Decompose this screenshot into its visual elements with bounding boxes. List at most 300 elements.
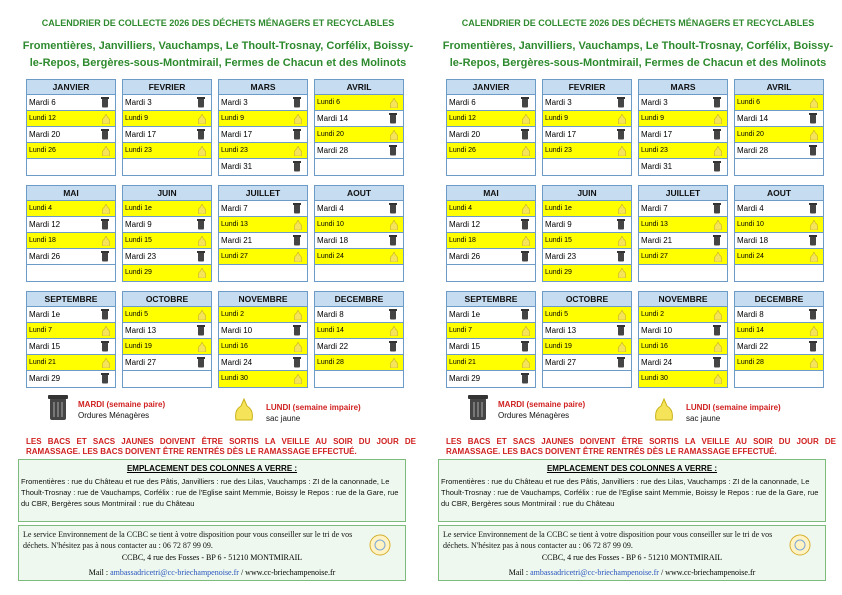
collection-date: Lundi 29 [125, 269, 152, 276]
month-avril [314, 79, 404, 176]
collection-day [639, 217, 727, 233]
yellow-bag-icon [617, 114, 627, 124]
yellow-bag-icon [389, 252, 399, 262]
collection-date: Lundi 27 [641, 253, 668, 260]
yellow-bag-icon [293, 252, 303, 262]
month-name: SEPTEMBRE [27, 292, 115, 307]
month-janvier [26, 79, 116, 176]
month-name: SEPTEMBRE [447, 292, 535, 307]
trash-bin-icon [293, 129, 301, 140]
collection-day [27, 201, 115, 217]
collection-day [543, 111, 631, 127]
yellow-bag-icon [521, 114, 531, 124]
month-octobre [122, 291, 212, 388]
collection-day [315, 307, 403, 323]
trash-bin-icon [197, 219, 205, 230]
yellow-bag-icon [713, 114, 723, 124]
collection-date: Mardi 9 [545, 220, 572, 229]
yellow-bag-icon [101, 204, 111, 214]
collection-day [735, 233, 823, 249]
collection-date: Mardi 9 [125, 220, 152, 229]
collection-date: Mardi 3 [545, 98, 572, 107]
collection-date: Lundi 14 [317, 327, 344, 334]
collection-date: Mardi 29 [29, 374, 61, 383]
trash-bin-icon [521, 219, 529, 230]
collection-date: Mardi 23 [545, 252, 577, 261]
collection-date: Mardi 18 [737, 236, 769, 245]
ccbc-box [438, 525, 826, 581]
collection-date: Mardi 6 [29, 98, 56, 107]
collection-day [27, 217, 115, 233]
month-mai [26, 185, 116, 282]
collection-date: Mardi 15 [29, 342, 61, 351]
ccbc-contact [19, 568, 405, 577]
yellow-bag-icon [617, 146, 627, 156]
collection-date: Lundi 20 [317, 131, 344, 138]
collection-day [315, 127, 403, 143]
trash-bin-icon [293, 203, 301, 214]
collection-day [219, 265, 307, 281]
collection-date: Lundi 9 [221, 115, 244, 122]
yellow-bag-icon [101, 236, 111, 246]
trash-bin-icon [197, 357, 205, 368]
yellow-bag-icon [293, 146, 303, 156]
yellow-bag-icon [389, 326, 399, 336]
collection-date: Lundi 23 [545, 147, 572, 154]
month-name: OCTOBRE [543, 292, 631, 307]
month-fevrier [542, 79, 632, 176]
yellow-bag-icon [389, 130, 399, 140]
collection-day [315, 233, 403, 249]
collection-day [219, 111, 307, 127]
ccbc-text: Le service Environnement de la CCBC se tient à votre disposition pour vous conseiller sur le tri de vos déchets. N'hésitez pas à nous contacter au : 06 72 87 99 09. [23, 530, 353, 550]
trash-bin-icon [197, 97, 205, 108]
collection-date: Mardi 17 [545, 130, 577, 139]
ccbc-address: CCBC, 4 rue des Fosses - BP 6 - 51210 MONTMIRAIL [121, 553, 303, 562]
verre-title: EMPLACEMENT DES COLONNES A VERRE : [546, 464, 718, 473]
collection-date: Lundi 23 [125, 147, 152, 154]
towns-line-1: Fromentières, Janvilliers, Vauchamps, Le Thoult-Trosnay, Corfélix, Boissy- [442, 40, 834, 52]
trash-bin-icon [101, 251, 109, 262]
collection-day [543, 249, 631, 265]
trash-bin-icon [389, 145, 397, 156]
collection-day [123, 143, 211, 159]
yellow-bag-icon [389, 220, 399, 230]
collection-date: Lundi 30 [641, 375, 668, 382]
collection-date: Mardi 13 [545, 326, 577, 335]
month-mars [638, 79, 728, 176]
trash-bin-icon [101, 219, 109, 230]
collection-date: Mardi 27 [545, 358, 577, 367]
collection-date: Lundi 14 [737, 327, 764, 334]
collection-date: Mardi 14 [737, 114, 769, 123]
collection-date: Mardi 21 [641, 236, 673, 245]
collection-day [735, 307, 823, 323]
collection-date: Mardi 4 [737, 204, 764, 213]
month-name: JUIN [123, 186, 211, 201]
collection-date: Mardi 17 [221, 130, 253, 139]
trash-bin-icon [809, 203, 817, 214]
collection-date: Mardi 10 [641, 326, 673, 335]
collection-date: Lundi 28 [317, 359, 344, 366]
month-name: NOVEMBRE [219, 292, 307, 307]
trash-bin-icon [617, 129, 625, 140]
yellow-bag-icon [389, 98, 399, 108]
month-name: MAI [27, 186, 115, 201]
yellow-bag-icon [197, 268, 207, 278]
collection-day [543, 339, 631, 355]
month-name: AVRIL [735, 80, 823, 95]
collection-date: Mardi 12 [449, 220, 481, 229]
month-juillet [218, 185, 308, 282]
collection-date: Lundi 6 [737, 99, 760, 106]
collection-date: Lundi 16 [221, 343, 248, 350]
collection-day [735, 201, 823, 217]
verre-box [18, 459, 406, 522]
month-juillet [638, 185, 728, 282]
collection-day [219, 201, 307, 217]
collection-day [543, 323, 631, 339]
collection-date: Lundi 2 [641, 311, 664, 318]
trash-bin-icon [197, 325, 205, 336]
month-juin [542, 185, 632, 282]
collection-date: Lundi 10 [737, 221, 764, 228]
collection-date: Lundi 1e [545, 205, 572, 212]
collection-day [543, 217, 631, 233]
yellow-bag-icon [197, 342, 207, 352]
collection-day [219, 355, 307, 371]
collection-day [315, 265, 403, 281]
collection-day [219, 143, 307, 159]
trash-bin-icon [101, 341, 109, 352]
yellow-bag-icon [197, 114, 207, 124]
collection-date: Mardi 31 [221, 162, 253, 171]
mail-label: Mail : [508, 568, 531, 577]
trash-bin-icon [389, 203, 397, 214]
collection-day [27, 371, 115, 387]
collection-day [219, 159, 307, 175]
yellow-bag-icon [713, 374, 723, 384]
collection-date: Mardi 3 [641, 98, 668, 107]
trash-bin-icon [293, 325, 301, 336]
collection-date: Mardi 24 [641, 358, 673, 367]
trash-bin-icon [101, 129, 109, 140]
collection-date: Mardi 27 [125, 358, 157, 367]
collection-day [447, 339, 535, 355]
yellow-bag-icon [521, 326, 531, 336]
month-name: MARS [639, 80, 727, 95]
trash-bin-icon [389, 341, 397, 352]
collection-date: Mardi 17 [125, 130, 157, 139]
trash-bin-icon [389, 235, 397, 246]
month-name: AOUT [315, 186, 403, 201]
trash-bin-icon [101, 309, 109, 320]
collection-date: Mardi 20 [449, 130, 481, 139]
collection-day [639, 95, 727, 111]
collection-day [639, 355, 727, 371]
collection-day [735, 265, 823, 281]
collection-day [123, 323, 211, 339]
collection-date: Mardi 8 [737, 310, 764, 319]
collection-day [735, 339, 823, 355]
collection-date: Lundi 15 [545, 237, 572, 244]
legend-om: Ordures Ménagères [498, 411, 570, 420]
month-name: JUILLET [639, 186, 727, 201]
trash-bin-icon [197, 129, 205, 140]
collection-day [123, 233, 211, 249]
collection-date: Mardi 22 [317, 342, 349, 351]
collection-day [639, 111, 727, 127]
yellow-bag-icon [652, 398, 676, 422]
collection-day [123, 371, 211, 387]
collection-day [123, 249, 211, 265]
collection-day [735, 111, 823, 127]
collection-day [735, 159, 823, 175]
yellow-bag-icon [293, 374, 303, 384]
mail-link[interactable]: ambassadricetri@cc-briechampenoise.fr [530, 568, 659, 577]
trash-bin-icon [809, 309, 817, 320]
trash-bin-icon [389, 309, 397, 320]
collection-date: Mardi 1e [29, 310, 61, 319]
trash-bin-icon [521, 251, 529, 262]
trash-bin-icon [389, 113, 397, 124]
collection-day [735, 95, 823, 111]
collection-date: Lundi 26 [29, 147, 56, 154]
collection-date: Lundi 12 [449, 115, 476, 122]
ccbc-box [18, 525, 406, 581]
collection-date: Mardi 4 [317, 204, 344, 213]
yellow-bag-icon [713, 146, 723, 156]
collection-date: Mardi 22 [737, 342, 769, 351]
towns-list [18, 38, 418, 72]
collection-date: Lundi 1e [125, 205, 152, 212]
ccbc-logo-icon [789, 534, 811, 556]
collection-day [735, 143, 823, 159]
yellow-bag-icon [293, 220, 303, 230]
collection-date: Lundi 15 [125, 237, 152, 244]
collection-day [27, 265, 115, 281]
yellow-bag-icon [521, 236, 531, 246]
month-aout [734, 185, 824, 282]
collection-day [447, 307, 535, 323]
month-name: AOUT [735, 186, 823, 201]
collection-day [543, 355, 631, 371]
collection-day [639, 339, 727, 355]
trash-bin-icon [617, 251, 625, 262]
trash-bin-icon [617, 357, 625, 368]
collection-date: Mardi 29 [449, 374, 481, 383]
collection-day [27, 159, 115, 175]
collection-day [315, 217, 403, 233]
trash-bin-icon [521, 341, 529, 352]
trash-bin-icon [293, 357, 301, 368]
collection-day [639, 265, 727, 281]
collection-day [123, 339, 211, 355]
collection-day [27, 355, 115, 371]
trash-bin-icon [468, 394, 488, 422]
month-septembre [446, 291, 536, 388]
collection-day [543, 95, 631, 111]
collection-date: Lundi 10 [317, 221, 344, 228]
yellow-bag-icon [617, 268, 627, 278]
months-grid [26, 79, 410, 391]
legend-mardi: MARDI (semaine paire) [498, 400, 586, 409]
collection-day [219, 217, 307, 233]
warning-text: LES BACS ET SACS JAUNES DOIVENT ÊTRE SORTIS LA VEILLE AU SOIR DU JOUR DE RAMASSAGE. LES BACS DOIVENT ÊTRE RENTRÉS DÈS LE RAMASSAGE EFFECTUÉ. [26, 437, 416, 456]
collection-date: Lundi 4 [29, 205, 52, 212]
trash-bin-icon [617, 325, 625, 336]
collection-day [315, 143, 403, 159]
trash-bin-icon [101, 97, 109, 108]
collection-day [735, 355, 823, 371]
month-name: JANVIER [27, 80, 115, 95]
collection-day [447, 111, 535, 127]
yellow-bag-icon [293, 310, 303, 320]
yellow-bag-icon [809, 98, 819, 108]
collection-day [27, 143, 115, 159]
collection-date: Lundi 7 [449, 327, 472, 334]
collection-day [543, 127, 631, 143]
yellow-bag-icon [101, 114, 111, 124]
collection-day [447, 217, 535, 233]
collection-date: Lundi 19 [545, 343, 572, 350]
collection-date: Mardi 18 [317, 236, 349, 245]
month-mars [218, 79, 308, 176]
collection-date: Mardi 8 [317, 310, 344, 319]
collection-day [639, 307, 727, 323]
collection-day [123, 201, 211, 217]
collection-day [315, 371, 403, 387]
collection-day [447, 95, 535, 111]
month-novembre [638, 291, 728, 388]
collection-day [447, 249, 535, 265]
calendar-title: CALENDRIER DE COLLECTE 2026 DES DÉCHETS MÉNAGERS ET RECYCLABLES [461, 18, 815, 28]
collection-day [543, 143, 631, 159]
collection-date: Lundi 24 [317, 253, 344, 260]
yellow-bag-icon [713, 252, 723, 262]
collection-date: Lundi 2 [221, 311, 244, 318]
collection-day [447, 265, 535, 281]
collection-day [735, 217, 823, 233]
mail-link[interactable]: ambassadricetri@cc-briechampenoise.fr [110, 568, 239, 577]
verre-title: EMPLACEMENT DES COLONNES A VERRE : [126, 464, 298, 473]
collection-date: Lundi 21 [29, 359, 56, 366]
collection-date: Lundi 23 [641, 147, 668, 154]
trash-bin-icon [48, 394, 68, 422]
collection-day [315, 355, 403, 371]
collection-day [735, 127, 823, 143]
trash-bin-icon [713, 97, 721, 108]
yellow-bag-icon [521, 358, 531, 368]
trash-bin-icon [293, 161, 301, 172]
collection-date: Lundi 6 [317, 99, 340, 106]
collection-day [315, 339, 403, 355]
ccbc-contact [439, 568, 825, 577]
yellow-bag-icon [809, 220, 819, 230]
collection-day [219, 249, 307, 265]
collection-day [27, 339, 115, 355]
collection-day [543, 265, 631, 281]
collection-day [447, 323, 535, 339]
month-name: JUIN [543, 186, 631, 201]
collection-day [639, 143, 727, 159]
trash-bin-icon [293, 235, 301, 246]
yellow-bag-icon [521, 204, 531, 214]
collection-date: Lundi 27 [221, 253, 248, 260]
towns-line-2: le-Repos, Bergères-sous-Montmirail, Fermes de Chacun et des Molinots [29, 57, 407, 69]
collection-date: Lundi 9 [641, 115, 664, 122]
verre-text: Fromentières : rue du Château et rue des Pâtis, Janvilliers : rue des Lilas, Vauchamps : ZI de la canonnade, Le Thoult-Trosnay : rue de Vauchamps, Corfélix : rue de l'Eglise saint Memmie, Boissy le Repos : rue de la Gare, rue du CBR, Bergères sous Montmirail : rue du Château [21, 477, 399, 508]
collection-date: Lundi 9 [125, 115, 148, 122]
collection-day [27, 95, 115, 111]
collection-date: Lundi 26 [449, 147, 476, 154]
collection-day [315, 95, 403, 111]
collection-date: Lundi 23 [221, 147, 248, 154]
month-name: OCTOBRE [123, 292, 211, 307]
yellow-bag-icon [197, 204, 207, 214]
yellow-bag-icon [809, 252, 819, 262]
trash-bin-icon [617, 219, 625, 230]
month-octobre [542, 291, 632, 388]
collection-day [447, 127, 535, 143]
collection-day [315, 111, 403, 127]
trash-bin-icon [101, 373, 109, 384]
yellow-bag-icon [101, 326, 111, 336]
collection-day [123, 127, 211, 143]
collection-day [543, 201, 631, 217]
month-novembre [218, 291, 308, 388]
legend-lundi: LUNDI (semaine impaire) [266, 403, 361, 412]
yellow-bag-icon [713, 220, 723, 230]
collection-date: Mardi 20 [29, 130, 61, 139]
collection-day [219, 233, 307, 249]
month-name: MAI [447, 186, 535, 201]
month-name: MARS [219, 80, 307, 95]
yellow-bag-icon [809, 358, 819, 368]
collection-day [123, 111, 211, 127]
trash-bin-icon [521, 309, 529, 320]
ccbc-address: CCBC, 4 rue des Fosses - BP 6 - 51210 MONTMIRAIL [541, 553, 723, 562]
collection-day [447, 159, 535, 175]
legend-om: Ordures Ménagères [78, 411, 150, 420]
trash-bin-icon [809, 145, 817, 156]
site-link[interactable]: / www.cc-briechampenoise.fr [658, 568, 756, 577]
trash-bin-icon [617, 97, 625, 108]
towns-list [438, 38, 838, 72]
yellow-bag-icon [101, 358, 111, 368]
collection-date: Mardi 28 [317, 146, 349, 155]
month-janvier [446, 79, 536, 176]
collection-day [123, 265, 211, 281]
collection-date: Mardi 1e [449, 310, 481, 319]
yellow-bag-icon [713, 310, 723, 320]
month-name: DECEMBRE [735, 292, 823, 307]
legend-mardi: MARDI (semaine paire) [78, 400, 166, 409]
site-link[interactable]: / www.cc-briechampenoise.fr [238, 568, 336, 577]
collection-day [639, 127, 727, 143]
collection-day [639, 233, 727, 249]
yellow-bag-icon [293, 342, 303, 352]
collection-day [639, 371, 727, 387]
collection-day [27, 249, 115, 265]
verre-text: Fromentières : rue du Château et rue des Pâtis, Janvilliers : rue des Lilas, Vauchamps : ZI de la canonnade, Le Thoult-Trosnay : rue de Vauchamps, Corfélix : rue de l'Eglise saint Memmie, Boissy le Repos : rue de la Gare, rue du CBR, Bergères sous Montmirail : rue du Château [441, 477, 819, 508]
collection-day [735, 249, 823, 265]
collection-day [123, 217, 211, 233]
mail-label: Mail : [88, 568, 111, 577]
collection-day [123, 307, 211, 323]
collection-date: Mardi 21 [221, 236, 253, 245]
collection-day [639, 249, 727, 265]
